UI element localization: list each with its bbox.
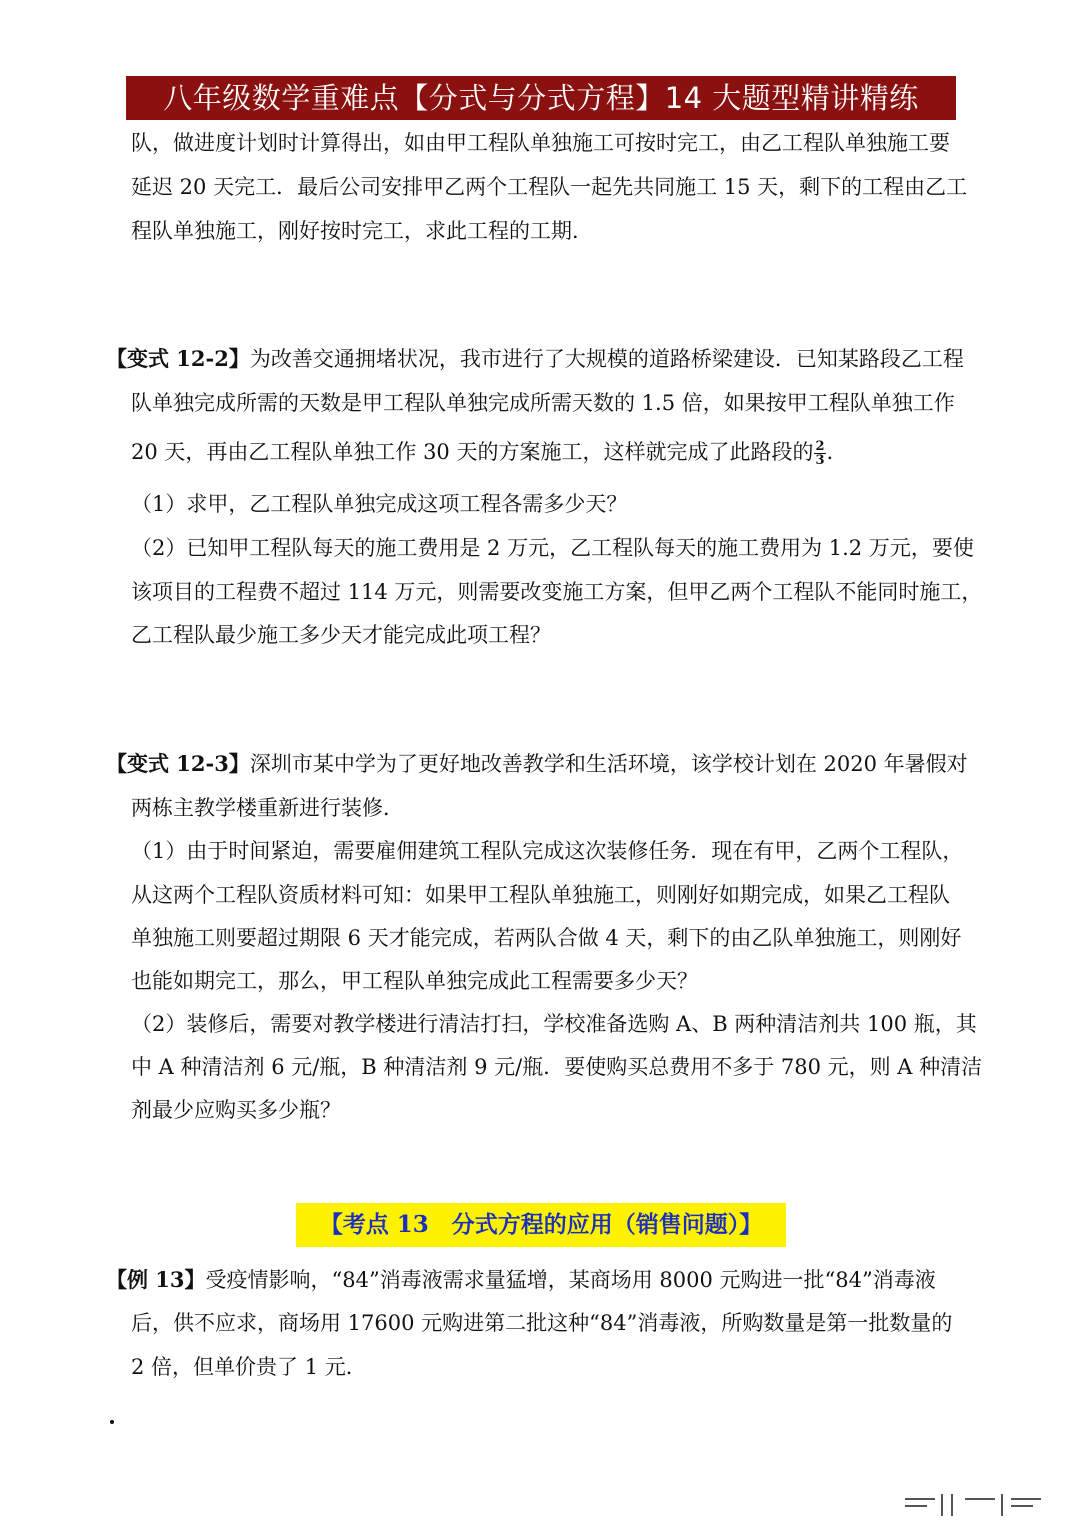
variant-12-3-question-2b: 中 A 种清洁剂 6 元/瓶，B 种清洁剂 9 元/瓶．要使购买总费用不多于 780 元，则 A 种清洁 <box>131 1055 983 1079</box>
example-13-text-1: 受疫情影响，“84”消毒液需求量猛增，某商场用 8000 元购进一批“84”消毒液 <box>205 1268 936 1292</box>
toolbar-line-icon <box>905 1498 935 1500</box>
variant-12-2-text-3-end: . <box>826 440 834 464</box>
toolbar-line-icon <box>1011 1498 1041 1500</box>
variant-12-2-question-1: （1）求甲，乙工程队单独完成这项工程各需多少天？ <box>131 492 628 516</box>
example-13-tag: 【例 13】 <box>106 1267 206 1292</box>
fraction-numerator: 2 <box>815 439 825 454</box>
fraction-two-thirds <box>814 440 825 467</box>
toolbar-bar-icon <box>1001 1494 1003 1516</box>
variant-12-2-question-2c: 乙工程队最少施工多少天才能完成此项工程？ <box>131 623 551 647</box>
toolbar-line-icon <box>905 1505 927 1507</box>
header-banner: 八年级数学重难点【分式与分式方程】14 大题型精讲精练 <box>126 76 956 120</box>
variant-12-3-question-1d: 也能如期完工，那么，甲工程队单独完成此工程需要多少天？ <box>131 969 698 993</box>
example-13-line-2: 后，供不应求，商场用 17600 元购进第二批这种“84”消毒液，所购数量是第一批数量的 <box>131 1311 953 1335</box>
variant-12-3-question-1b: 从这两个工程队资质材料可知：如果甲工程队单独施工，则刚好如期完成，如果乙工程队 <box>131 883 950 907</box>
example-13-line-3: 2 倍，但单价贵了 1 元． <box>131 1355 367 1379</box>
intro-line-2: 延迟 20 天完工．最后公司安排甲乙两个工程队一起先共同施工 15 天，剩下的工程由乙工 <box>131 175 968 199</box>
toolbar-line-icon <box>965 1498 995 1500</box>
variant-12-2-line-2: 队单独完成所需的天数是甲工程队单独完成所需天数的 1.5 倍，如果按甲工程队单独工作 <box>131 391 955 415</box>
variant-12-3-text-1: 深圳市某中学为了更好地改善教学和生活环境，该学校计划在 2020 年暑假对 <box>249 752 968 776</box>
section-13-heading: 【考点 13 分式方程的应用（销售问题）】 <box>296 1203 786 1247</box>
variant-12-3-question-1a: （1）由于时间紧迫，需要雇佣建筑工程队完成这次装修任务．现在有甲，乙两个工程队， <box>131 839 964 863</box>
variant-12-2-text-1: 为改善交通拥堵状况，我市进行了大规模的道路桥梁建设．已知某路段乙工程 <box>249 347 964 371</box>
variant-12-2-tag: 【变式 12-2】 <box>106 346 250 371</box>
variant-12-2-line-1 <box>106 344 964 374</box>
reader-toolbar[interactable] <box>905 1490 1065 1520</box>
variant-12-3-question-2a: （2）装修后，需要对教学楼进行清洁打扫，学校准备选购 A、B 两种清洁剂共 100 瓶，其 <box>131 1012 977 1036</box>
stray-dot <box>110 1420 114 1424</box>
variant-12-2-question-2a: （2）已知甲工程队每天的施工费用是 2 万元，乙工程队每天的施工费用为 1.2 万元，要使 <box>131 536 974 560</box>
fraction-denominator: 3 <box>815 453 825 468</box>
variant-12-2-line-3 <box>131 437 833 467</box>
variant-12-2-text-3: 20 天，再由乙工程队单独工作 30 天的方案施工，这样就完成了此路段的 <box>131 440 814 464</box>
variant-12-3-question-2c: 剂最少应购买多少瓶？ <box>131 1098 341 1122</box>
toolbar-line-icon <box>1011 1505 1033 1507</box>
variant-12-3-question-1c: 单独施工则要超过期限 6 天才能完成，若两队合做 4 天，剩下的由乙队单独施工，则刚好 <box>131 926 962 950</box>
variant-12-3-line-1 <box>106 749 968 779</box>
variant-12-3-tag: 【变式 12-3】 <box>106 751 250 776</box>
toolbar-bar-icon <box>951 1494 953 1516</box>
intro-line-3: 程队单独施工，刚好按时完工，求此工程的工期． <box>131 219 593 243</box>
intro-line-1: 队，做进度计划时计算得出，如由甲工程队单独施工可按时完工，由乙工程队单独施工要 <box>131 131 950 155</box>
example-13-line-1 <box>106 1265 936 1295</box>
variant-12-2-question-2b: 该项目的工程费不超过 114 万元，则需要改变施工方案，但甲乙两个工程队不能同时施工， <box>131 580 983 604</box>
toolbar-bar-icon <box>941 1494 943 1516</box>
variant-12-3-line-2: 两栋主教学楼重新进行装修． <box>131 796 404 820</box>
